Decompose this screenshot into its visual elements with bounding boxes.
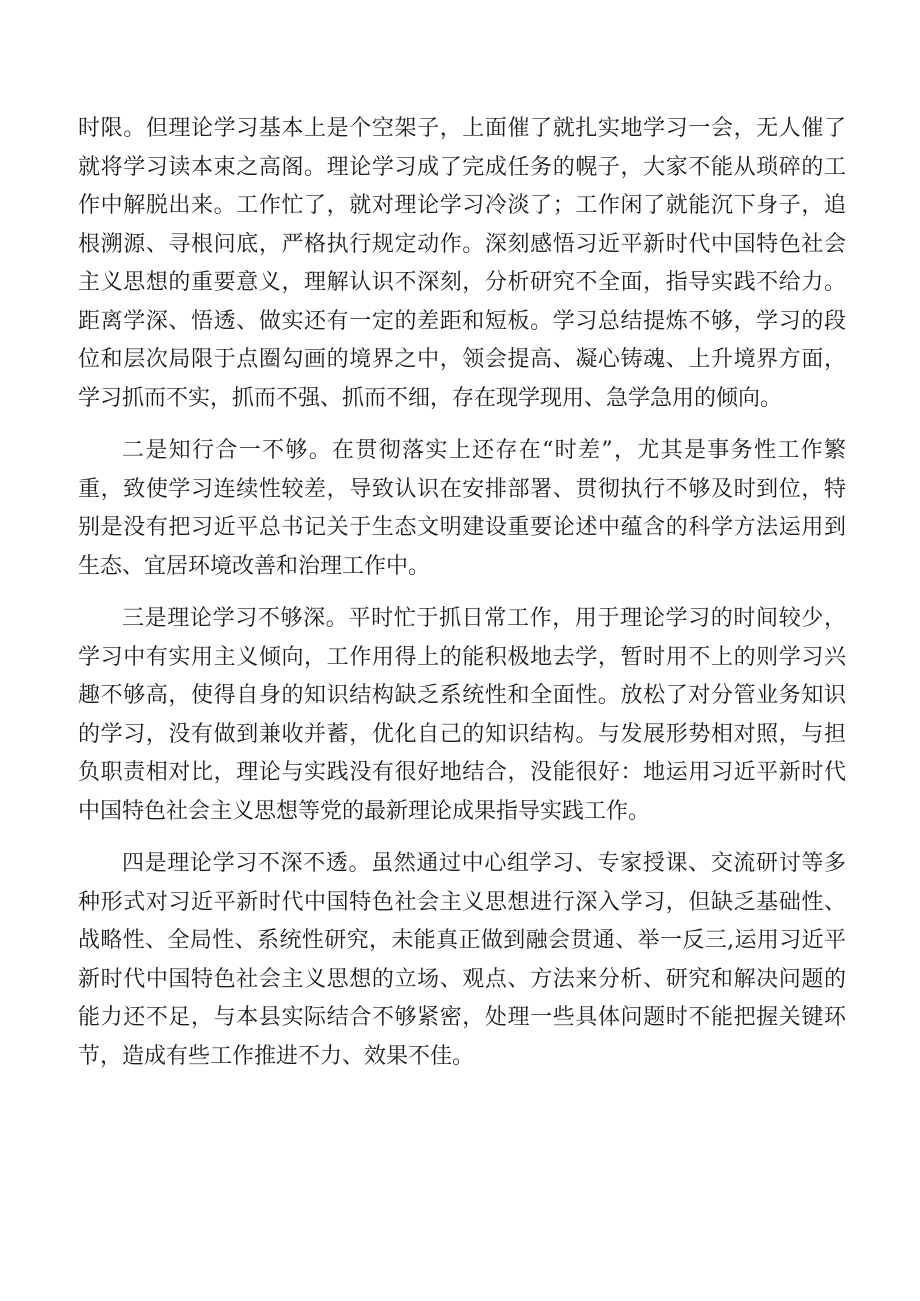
paragraph-4: 四是理论学习不深不透。虽然通过中心组学习、专家授课、交流研讨等多种形式对习近平新时代中国特色社会主义思想进行深入学习，但缺乏基础性、战略性、全局性、系统性研究，未能真正做到融会贯通、举一反三,运用习近平新时代中国特色社会主义思想的立场、观点、方法来分析、研究和解决问题的能力还不足，与本县实际结合不够紧密，处理一些具体问题时不能把握关键环节，造成有些工作推进不力、效果不佳。: [78, 851, 846, 1069]
paragraph-1: 时限。但理论学习基本上是个空架子，上面催了就扎实地学习一会，无人催了就将学习读本束之高阁。理论学习成了完成任务的幌子，大家不能从琐碎的工作中解脱出来。工作忙了，就对理论学习冷淡了；工作闲了就能沉下身子，追根溯源、寻根问底，严格执行规定动作。深刻感悟习近平新时代中国特色社会主义思想的重要意义，理解认识不深刻，分析研究不全面，指导实践不给力。距离学深、悟透、做实还有一定的差距和短板。学习总结提炼不够，学习的段位和层次局限于点圈勾画的境界之中，领会提高、凝心铸魂、上升境界方面，学习抓而不实，抓而不强、抓而不细，存在现学现用、急学急用的倾向。: [78, 116, 846, 411]
paragraph-2: 二是知行合一不够。在贯彻落实上还存在“时差”，尤其是事务性工作繁重，致使学习连续性较差，导致认识在安排部署、贯彻执行不够及时到位，特别是没有把习近平总书记关于生态文明建设重要论述中蕴含的科学方法运用到生态、宜居环境改善和治理工作中。: [78, 438, 846, 579]
document-body: [78, 110, 846, 1090]
paragraph-3: 三是理论学习不够深。平时忙于抓日常工作，用于理论学习的时间较少，学习中有实用主义倾向，工作用得上的能积极地去学，暂时用不上的则学习兴趣不够高，使得自身的知识结构缺乏系统性和全面性。放松了对分管业务知识的学习，没有做到兼收并蓄，优化自己的知识结构。与发展形势相对照，与担负职责相对比，理论与实践没有很好地结合，没能很好：地运用习近平新时代中国特色社会主义思想等党的最新理论成果指导实践工作。: [78, 606, 846, 824]
